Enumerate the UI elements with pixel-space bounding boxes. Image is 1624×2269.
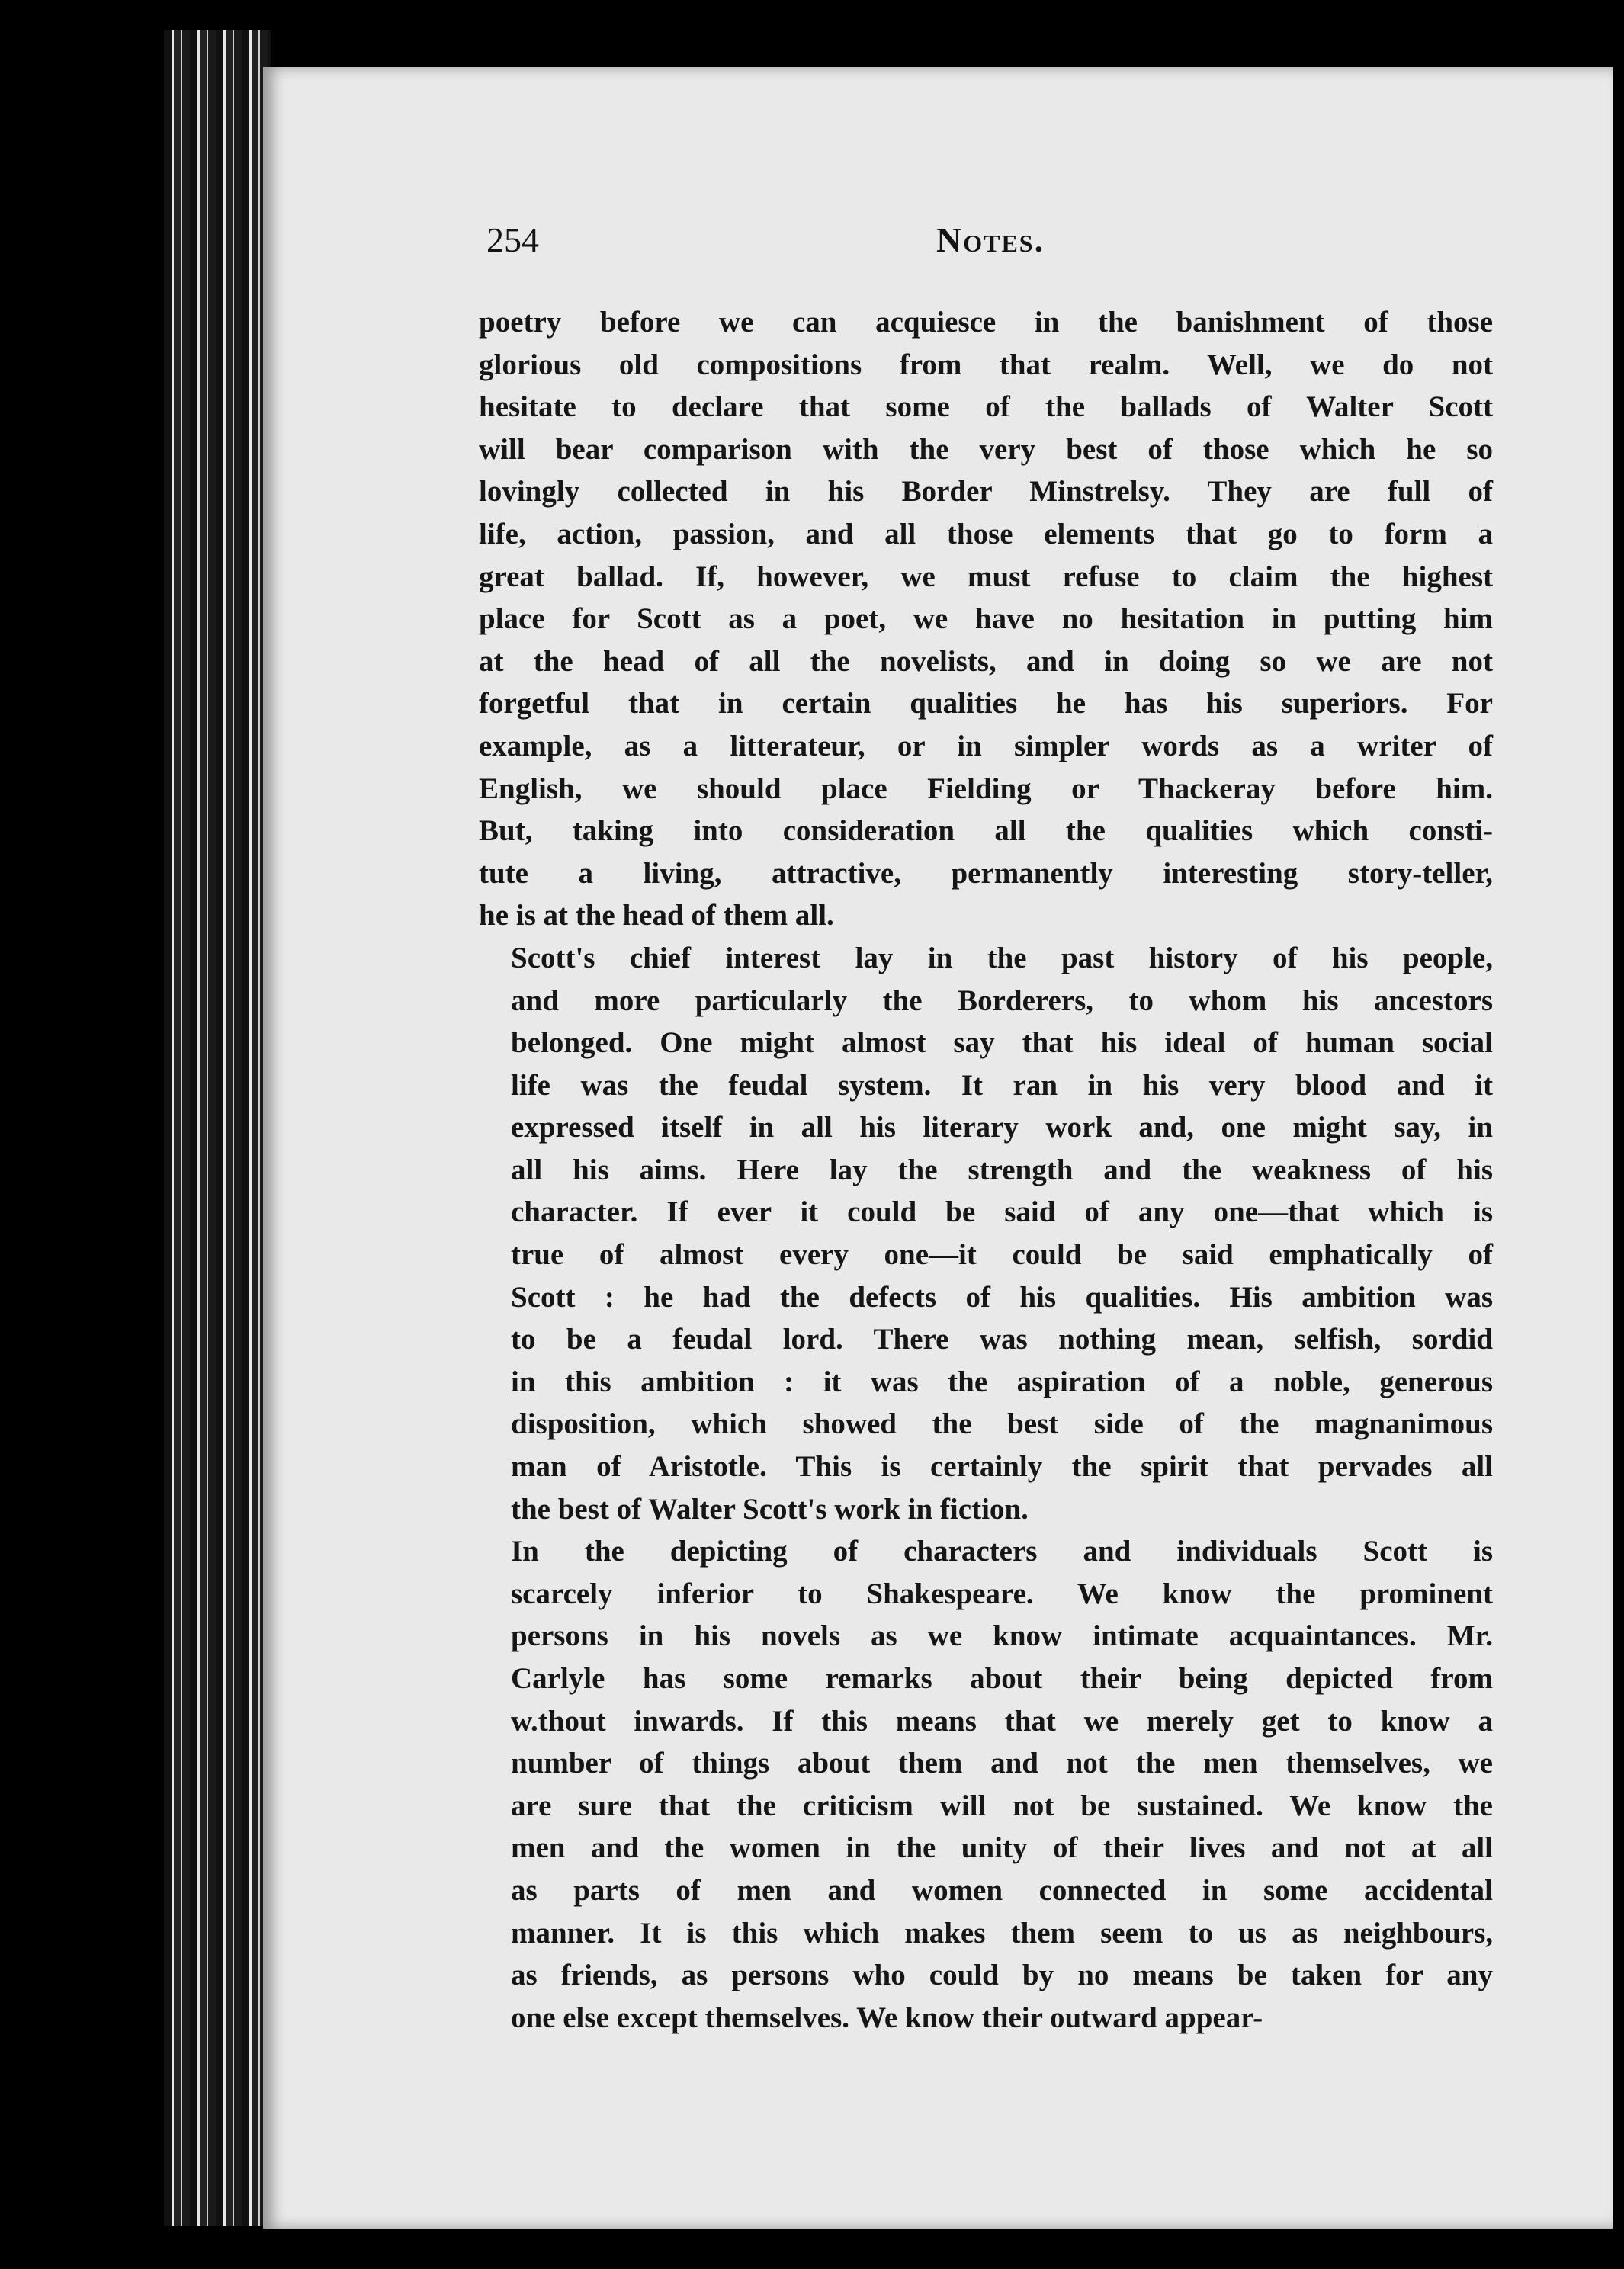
text-line: English, we should place Fielding or Thackeray before him. <box>479 772 1493 805</box>
text-line: character. If ever it could be said of any one—that which is <box>511 1195 1493 1229</box>
text-line: the best of Walter Scott's work in fiction. <box>511 1492 1029 1526</box>
text-line: But, taking into consideration all the qualities which consti- <box>479 814 1493 848</box>
text-line: and more particularly the Borderers, to whom his ancestors <box>511 984 1493 1017</box>
text-line: in this ambition : it was the aspiration of a noble, generous <box>511 1365 1493 1398</box>
text-line: tute a living, attractive, permanently interesting story-teller, <box>479 856 1493 890</box>
text-line: as parts of men and women connected in some accidental <box>511 1873 1493 1907</box>
text-line: In the depicting of characters and individuals Scott is <box>511 1535 1493 1568</box>
text-line: lovingly collected in his Border Minstrelsy. They are full of <box>479 475 1493 509</box>
text-line: poetry before we can acquiesce in the banishment of those <box>479 306 1493 339</box>
page-number: 254 <box>486 220 539 259</box>
text-line: manner. It is this which makes them seem to us as neighbours, <box>511 1916 1493 1950</box>
text-line: great ballad. If, however, we must refuse to claim the highest <box>479 560 1493 593</box>
text-line: scarcely inferior to Shakespeare. We know the prominent <box>511 1577 1493 1610</box>
text-line: example, as a litterateur, or in simpler words as a writer of <box>479 729 1493 762</box>
paragraph <box>479 937 1493 1530</box>
text-line: expressed itself in all his literary work and, one might say, in <box>511 1111 1493 1144</box>
page-edges <box>164 30 271 2226</box>
text-line: number of things about them and not the men themselves, we <box>511 1747 1493 1780</box>
text-line: life was the feudal system. It ran in his very blood and it <box>511 1068 1493 1102</box>
paragraph <box>479 301 1493 937</box>
text-line: to be a feudal lord. There was nothing mean, selfish, sordid <box>511 1323 1493 1356</box>
text-line: true of almost every one—it could be said emphatically of <box>511 1238 1493 1272</box>
text-line: hesitate to declare that some of the ballads of Walter Scott <box>479 390 1493 424</box>
text-line: forgetful that in certain qualities he has his superiors. For <box>479 687 1493 720</box>
page-header <box>486 220 1493 273</box>
text-line: belonged. One might almost say that his ideal of human social <box>511 1026 1493 1060</box>
text-line: will bear comparison with the very best of those which he so <box>479 432 1493 466</box>
text-line: one else except themselves. We know their outward appear- <box>511 2001 1263 2034</box>
text-line: men and the women in the unity of their lives and not at all <box>511 1831 1493 1865</box>
text-line: all his aims. Here lay the strength and the weakness of his <box>511 1153 1493 1186</box>
text-line: at the head of all the novelists, and in doing so we are not <box>479 644 1493 678</box>
text-line: glorious old compositions from that realm. Well, we do not <box>479 348 1493 381</box>
text-line: Scott's chief interest lay in the past history of his people, <box>511 941 1493 974</box>
text-line: as friends, as persons who could by no means be taken for any <box>511 1959 1493 1992</box>
text-line: Carlyle has some remarks about their being depicted from <box>511 1662 1493 1695</box>
paragraph <box>479 1530 1493 2039</box>
text-line: disposition, which showed the best side of the magnanimous <box>511 1407 1493 1441</box>
text-line: life, action, passion, and all those elements that go to form a <box>479 517 1493 550</box>
body-text <box>479 301 1493 2039</box>
text-line: he is at the head of them all. <box>479 899 834 932</box>
text-line: are sure that the criticism will not be sustained. We know the <box>511 1789 1493 1822</box>
text-line: persons in his novels as we know intimate acquaintances. Mr. <box>511 1619 1493 1653</box>
text-line: place for Scott as a poet, we have no hesitation in putting him <box>479 602 1493 636</box>
running-head: Notes. <box>936 220 1045 259</box>
text-line: Scott : he had the defects of his qualities. His ambition was <box>511 1280 1493 1314</box>
text-line: man of Aristotle. This is certainly the spirit that pervades all <box>511 1450 1493 1484</box>
text-line: w.thout inwards. If this means that we merely get to know a <box>511 1704 1493 1738</box>
